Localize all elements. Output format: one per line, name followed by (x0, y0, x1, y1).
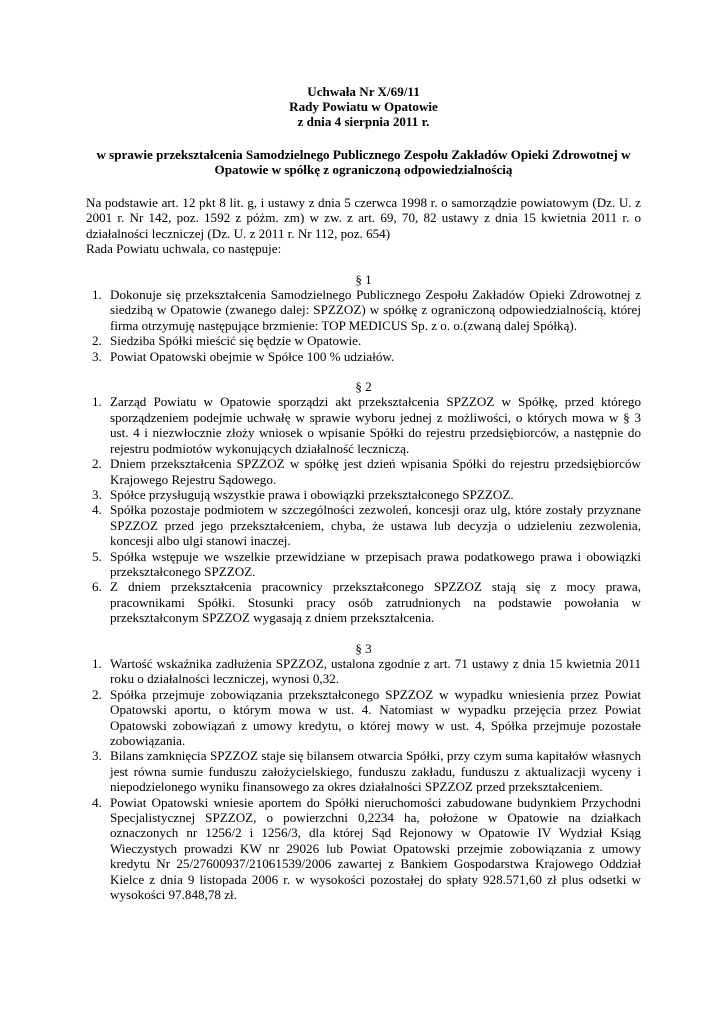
section-items (86, 287, 641, 364)
list-item (86, 349, 641, 364)
item-text: Spółka wstępuje we wszelkie przewidziane w przepisach prawa podatkowego prawa i obowiązki przekształconego SPZZOZ. (110, 548, 641, 579)
list-item (86, 687, 641, 749)
section-items (86, 656, 641, 903)
list-item (86, 579, 641, 625)
item-number: 1. (92, 287, 102, 303)
section-3 (86, 641, 641, 903)
list-item (86, 502, 641, 548)
item-number: 6. (92, 579, 102, 595)
item-text: Spółka pozostaje podmiotem w szczególności zezwoleń, koncesji oraz ulg, które zostały przyznane SPZZOZ przed jego przekształceniem, chyba, że ustawa lub decyzja o udzieleniu zezwolenia, koncesji albo ulgi stanowi inaczej. (110, 502, 641, 549)
item-text: Spółka przejmuje zobowiązania przekształconego SPZZOZ w wypadku wniesienia przez Powiat Opatowski aportu, o którym mowa w ust. 4. Natomiast w wypadku przejęcia przez Powiat Opatowski zobowiązań z umowy kredytu, o której mowy w ust. 4, Spółka przejmuje pozostałe zobowiązania. (110, 686, 641, 748)
resolution-header (86, 84, 641, 129)
item-number: 3. (92, 348, 102, 364)
list-item (86, 748, 641, 794)
item-number: 2. (92, 686, 102, 702)
item-number: 4. (92, 502, 102, 518)
list-item (86, 333, 641, 348)
item-text: Z dniem przekształcenia pracownicy przekształconego SPZZOZ stają się z mocy prawa, pracownikami Spółki. Stosunki pracy osób zatrudnionych na podstawie powołania w przekształconym SPZZOZ wygasają z dniem przekształcenia. (110, 579, 641, 626)
item-text: Dniem przekształcenia SPZZOZ w spółkę jest dzień wpisania Spółki do rejestru przedsiębiorców Krajowego Rejestru Sądowego. (110, 456, 641, 487)
item-number: 1. (92, 394, 102, 410)
item-text: Powiat Opatowski wniesie aportem do Spółki nieruchomości zabudowane budynkiem Przychodni Specjalistycznej SPZZOZ, o powierzchni 0,2234 ha, położone w Opatowie na działkach oznaczonych nr 1256/2 i 1256/3, dla której Sąd Rejonowy w Opatowie IV Wydział Ksiąg Wieczystych prowadzi KW nr 29026 lub Powiat Opatowski przejmie zobowiązania z umowy kredytu Nr 25/27600937/21061539/2006 zawartej z Bankiem Gospodarstwa Krajowego Oddział Kielce z dnia 9 listopada 2006 r. w wysokości pozostałej do spłaty 928.571,60 zł plus odsetki w wysokości 97.848,78 zł. (110, 794, 641, 903)
list-item (86, 287, 641, 333)
preamble (86, 195, 641, 257)
item-text: Zarząd Powiatu w Opatowie sporządzi akt przekształcenia SPZZOZ w Spółkę, przed którego sporządzeniem podejmie uchwałę w sprawie wyboru jednej z możliwości, o których mowa w § 3 ust. 4 i niezwłocznie złoży wniosek o wpisanie Spółki do rejestru przedsiębiorców, a następnie do rejestru podmiotów wykonujących działalność leczniczą. (110, 394, 641, 456)
list-item (86, 394, 641, 456)
list-item (86, 795, 641, 903)
list-item (86, 487, 641, 502)
section-heading: § 2 (355, 379, 372, 395)
item-text: Wartość wskaźnika zadłużenia SPZZOZ, ustalona zgodnie z art. 71 ustawy z dnia 15 kwietnia 2011 roku o działalności leczniczej, wynosi 0,32. (110, 655, 641, 687)
subject-line-2: Opatowie w spółkę z ograniczoną odpowiedzialnością (214, 162, 513, 177)
section-2 (86, 379, 641, 626)
list-item (86, 456, 641, 487)
document-page (86, 84, 641, 902)
item-text: Spółce przysługują wszystkie prawa i obowiązki przekształconego SPZZOZ. (110, 486, 514, 502)
item-number: 1. (92, 655, 102, 671)
subject-line-1: w sprawie przekształcenia Samodzielnego Publicznego Zespołu Zakładów Opieki Zdrowotnej w (96, 147, 631, 162)
resolution-number: Uchwała Nr X/69/11 (307, 84, 420, 99)
legal-basis: Na podstawie art. 12 pkt 8 lit. g, i ustawy z dnia 5 czerwca 1998 r. o samorządzie powiatowym (Dz. U. z 2001 r. Nr 142, poz. 1592 z póżm. zm) w zw. z art. 69, 70, 82 ustawy z dnia 15 kwietnia 2011 r. o działalności leczniczej (Dz. U. z 2011 r. Nr 112, poz. 654) (86, 195, 641, 241)
item-number: 3. (92, 748, 102, 764)
item-number: 3. (92, 486, 102, 502)
preamble-closing: Rada Powiatu uchwala, co następuje: (86, 241, 282, 257)
section-1 (86, 272, 641, 364)
item-number: 4. (92, 794, 102, 810)
item-text: Powiat Opatowski obejmie w Spółce 100 % udziałów. (110, 348, 395, 364)
item-text: Bilans zamknięcia SPZZOZ staje się bilansem otwarcia Spółki, przy czym suma kapitałów własnych jest równa sumie funduszu założycielskiego, funduszu zakładu, funduszu z aktualizacji wyceny i niepodzielonego wyniku finansowego za okres działalności SPZZOZ przed przekształceniem. (110, 748, 641, 795)
resolution-subject (86, 147, 641, 177)
section-items (86, 394, 641, 625)
item-text: Dokonuje się przekształcenia Samodzielnego Publicznego Zespołu Zakładów Opieki Zdrowotnej z siedzibą w Opatowie (zwanego dalej: SPZZOZ) w spółkę z ograniczoną odpowiedzialnością, której firma otrzymuję następujące brzmienie: TOP MEDICUS Sp. z o. o.(zwaną dalej Spółką). (110, 287, 641, 333)
resolution-council: Rady Powiatu w Opatowie (289, 99, 438, 114)
section-heading: § 1 (355, 271, 372, 287)
item-text: Siedziba Spółki mieścić się będzie w Opatowie. (110, 333, 362, 349)
item-number: 5. (92, 548, 102, 564)
list-item (86, 549, 641, 580)
resolution-date: z dnia 4 sierpnia 2011 r. (297, 114, 430, 129)
list-item (86, 656, 641, 687)
item-number: 2. (92, 333, 102, 349)
section-heading: § 3 (355, 640, 372, 656)
item-number: 2. (92, 456, 102, 472)
